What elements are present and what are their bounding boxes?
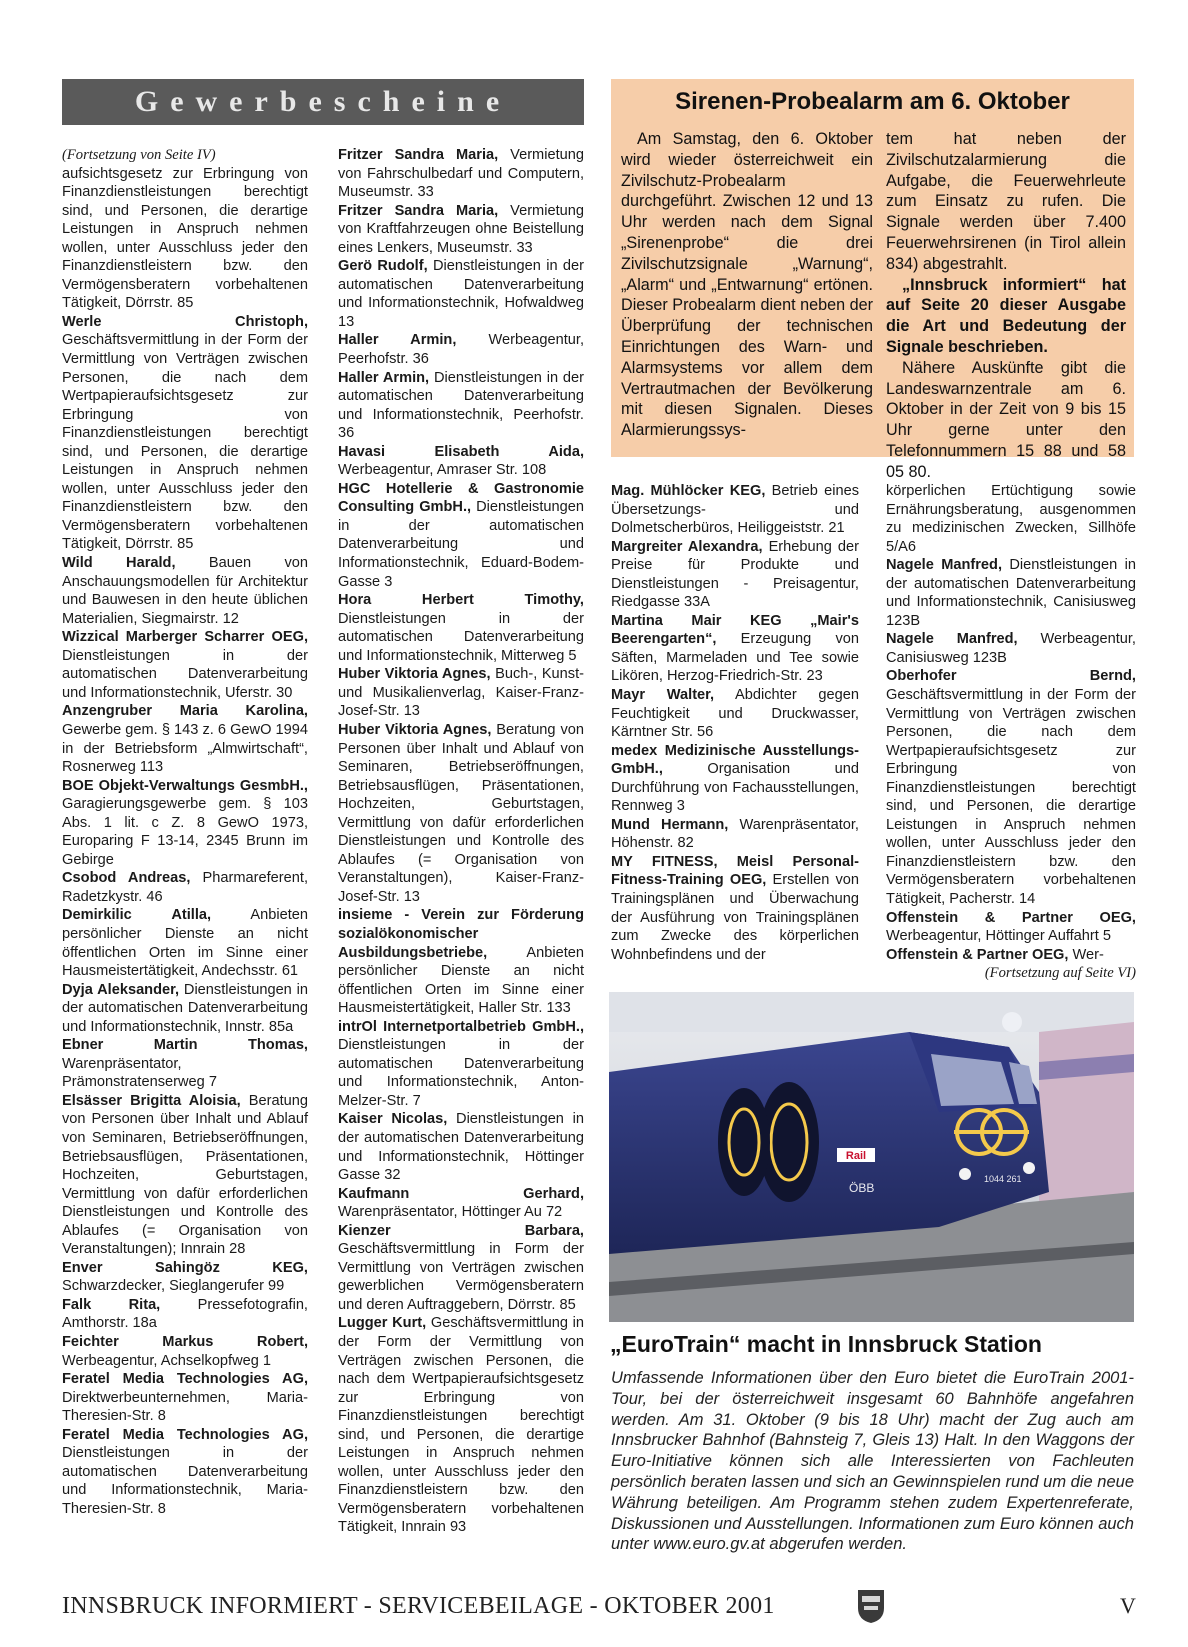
- listing-entry-name: Margreiter Alexandra,: [611, 538, 763, 555]
- listing-entry-text: Dienstleistungen in der automatischen Datenverarbeitung und Informationstechnik, Canisiusweg 123B: [886, 557, 1136, 629]
- listing-entry-text: Abdichter gegen Feuchtigkeit und Druckwasser, Kärntner Str. 56: [611, 687, 859, 741]
- sirenen-column-1: [621, 129, 873, 441]
- listing-entry-name: Huber Viktoria Agnes,: [338, 721, 492, 738]
- listing-entry: [338, 1018, 584, 1111]
- listing-column-3: [611, 482, 859, 964]
- listing-entry-name: Kaiser Nicolas,: [338, 1111, 448, 1128]
- listing-entry: [338, 443, 584, 480]
- listing-entry: [62, 906, 308, 980]
- listing-entry-text: Werbeagentur, Achselkopfweg 1: [62, 1352, 272, 1369]
- listing-entry: [338, 331, 584, 368]
- listing-entry-name: Falk Rita,: [62, 1296, 161, 1313]
- sirenen-paragraph-bold: „Innsbruck informiert“ hat auf Seite 20 dieser Ausgabe die Art und Bedeutung der Signale beschrieben.: [886, 275, 1126, 356]
- listing-entry: [62, 1092, 308, 1259]
- listing-entry: [886, 946, 1136, 965]
- listing-entry: [338, 1222, 584, 1315]
- listing-entry: [338, 721, 584, 906]
- listing-entry: [62, 1333, 308, 1370]
- headlight-icon: [1002, 1012, 1022, 1032]
- listing-entry: [611, 742, 859, 816]
- listing-entry: [338, 369, 584, 443]
- listing-entry-text: Pressefotografin, Amthorstr. 18a: [62, 1296, 308, 1332]
- page-number: V: [1120, 1593, 1136, 1618]
- listing-entry-name: Mayr Walter,: [611, 687, 715, 704]
- listing-entry-name: Haller Armin,: [338, 369, 430, 386]
- listing-entry-name: Feratel Media Technologies AG,: [62, 1426, 308, 1443]
- listing-entry: [338, 480, 584, 591]
- listing-entry: [886, 630, 1136, 667]
- listing-entry: [62, 1259, 308, 1296]
- listing-entry: [886, 556, 1136, 630]
- listing-entry-text: Werbeagentur, Amraser Str. 108: [338, 462, 547, 479]
- listing-entry-text: Anbieten persönlicher Dienste an nicht öffentlichen Orten im Sinne einer Hausmeistertätigkeit, Andechsstr. 61: [62, 907, 308, 980]
- listing-entry-text: Geschäftsvermittlung in der Form der Vermittlung von Verträgen zwischen Personen, die nach dem Wertpapieraufsichtsgesetz zur Erbringung von Finanzdienstleistungen berechtigt sind, und Personen, die derartige Leistungen in Anspruch nehmen wollen, unter Ausschluss jeder den Finanzdienstleistern bzw. den Vermögensberatern vorbehaltenen Tätigkeit, Dörrstr. 85: [62, 332, 308, 553]
- listing-entry: [62, 777, 308, 870]
- sirenen-box: [611, 79, 1134, 481]
- listing-entry-text: Wer-: [1068, 946, 1104, 963]
- listing-entry-name: Ebner Martin Thomas,: [62, 1037, 308, 1054]
- continuation-note: (Fortsetzung auf Seite VI): [984, 965, 1136, 982]
- listing-entry-text: Geschäftsvermittlung in der Form der Vermittlung von Verträgen zwischen Personen, die nach dem Wertpapieraufsichtsgesetz zur Erbringung von Finanzdienstleistungen berechtigt sind, und Personen, die derartige Leistungen in Anspruch nehmen wollen, unter Ausschluss jeder den Finanzdienstleistern bzw. den Vermögensberatern vorbehaltenen Tätigkeit, Innrain 93: [338, 1315, 584, 1536]
- coach-right: [1039, 1022, 1134, 1202]
- listing-entry-text: Betrieb eines Übersetzungs- und Dolmetscherbüros, Heiliggeiststr. 21: [611, 483, 859, 537]
- listing-entry-name: Demirkilic Atilla,: [62, 907, 212, 924]
- listing-entry: [338, 257, 584, 331]
- innsbruck-crest-icon: [856, 1588, 886, 1624]
- listing-entry-text: Warenpräsentator, Höhenstr. 82: [611, 816, 859, 852]
- listing-entry: [62, 1370, 308, 1426]
- listing-entry-text: Dienstleistungen in der automatischen Datenverarbeitung und Informationstechnik, Höttinger Gasse 32: [338, 1111, 584, 1184]
- listing-entry-name: Mag. Mühlöcker KEG,: [611, 483, 766, 499]
- listing-entry-name: Nagele Manfred,: [886, 557, 1003, 574]
- listing-entry-text: Dienstleistungen in der automatischen Datenverarbeitung und Informationstechnik, Innstr. 85a: [62, 981, 308, 1035]
- listing-entry-text: Beratung von Personen über Inhalt und Ablauf von Seminaren, Betriebseröffnungen, Betriebsausflügen, Präsentationen, Hochzeiten, Geburtstagen, Vermittlung von dafür erforderlichen Dienstleistungen und Kontrolle des Ablaufes (= Organisation von Veranstaltungen), Kaiser-Franz-Josef-Str. 13: [338, 721, 584, 905]
- listing-entry-text: Direktwerbeunternehmen, Maria-Theresien-Str. 8: [62, 1389, 308, 1425]
- listing-entry-name: MY FITNESS, Meisl Personal-Fitness-Training OEG,: [611, 853, 859, 889]
- listing-entry-text: Dienstleistungen in der automatischen Datenverarbeitung und Informationstechnik, Hofwaldweg 13: [338, 258, 585, 330]
- listing-entry-name: Mund Hermann,: [611, 816, 729, 833]
- listing-entry-text: Organisation und Durchführung von Fachausstellungen, Rennweg 3: [611, 761, 859, 815]
- listing-entry: [62, 981, 308, 1037]
- listing-entry-name: Feichter Markus Robert,: [62, 1334, 308, 1350]
- listing-entry-name: Dyja Aleksander,: [62, 981, 180, 998]
- listing-entry-text: Vermietung von Fahrschulbedarf und Computern, Museumstr. 33: [338, 147, 584, 201]
- listing-entry-text: Anbieten persönlicher Dienste an nicht öffentlichen Orten im Sinne einer Hausmeistertätigkeit, Haller Str. 133: [338, 944, 584, 1017]
- listing-column-2: [338, 146, 584, 1537]
- sirenen-title: Sirenen-Probealarm am 6. Oktober: [675, 88, 1070, 115]
- listing-entry-name: Csobod Andreas,: [62, 870, 191, 887]
- listing-entry: [338, 202, 584, 258]
- listing-entry-name: Wild Harald,: [62, 555, 176, 572]
- listing-column-4: [886, 482, 1136, 983]
- listing-entry: [611, 853, 859, 964]
- listing-entry-text: Dienstleistungen in der automatischen Datenverarbeitung und Informationstechnik, Uferstr. 30: [62, 647, 308, 701]
- listing-entry-name: Havasi Elisabeth Aida,: [338, 443, 584, 460]
- listing-entry: [62, 1426, 308, 1519]
- sirenen-paragraph: tem hat neben der Zivilschutzalarmierung die Aufgabe, die Feuerwehrleute zum Einsatz zu rufen. Die Signale werden über 7.400 Feuerwehrsirenen (in Tirol allein 834) abgestrahlt.: [886, 130, 1126, 273]
- listing-entry-name: Feratel Media Technologies AG,: [62, 1371, 308, 1388]
- listing-entry-name: HGC Hotellerie & Gastronomie Consulting GmbH.,: [338, 480, 584, 516]
- eurotrain-photo: [609, 992, 1134, 1322]
- listing-entry: [611, 538, 859, 612]
- listing-entry: [62, 1296, 308, 1333]
- listing-entry: [62, 702, 308, 776]
- listing-entry-text: Pharmareferent, Radetzkystr. 46: [62, 870, 308, 905]
- listing-entry-name: Enver Sahingöz KEG,: [62, 1259, 308, 1276]
- listing-entry: [886, 909, 1136, 946]
- listing-entry-name: Lugger Kurt,: [338, 1315, 427, 1332]
- listing-entry-text: Dienstleistungen in der automatischen Datenverarbeitung und Informationstechnik, Maria-Theresien-Str. 8: [62, 1445, 308, 1517]
- listing-entry-name: medex Medizinische Ausstellungs-GmbH.,: [611, 742, 859, 778]
- sirenen-paragraph: Am Samstag, den 6. Oktober wird wieder österreichweit ein Zivilschutz-Probealarm durchgeführt. Zwischen 12 und 13 Uhr werden nach dem Signal „Sirenenprobe“ die drei Zivilschutzsignale „Warnung“, „Alarm“ und „Entwarnung“ ertönen. Dieser Probealarm dient neben der Überprüfung der technischen Einrichtungen des Warn- und Alarmsystems vor allem dem Vertrautmachen der Bevölkerung mit diesen Signalen. Dieses Alarmierungssys-: [621, 130, 873, 440]
- listing-entry-text: körperlichen Ertüchtigung sowie Ernährungsberatung, ausgenommen zu medizinischen Zwecken, Sillhöfe 5/A6: [886, 483, 1136, 555]
- listing-entry: [338, 1185, 584, 1222]
- obb-label: ÖBB: [849, 1181, 875, 1195]
- listing-entry-text: Dienstleistungen in der automatischen Datenverarbeitung und Informationstechnik, Anton-Melzer-Str. 7: [338, 1037, 584, 1109]
- rail-label: Rail: [845, 1150, 867, 1162]
- listing-entry-text: Erstellen von Trainingsplänen und Überwachung der Ausführung von Trainingsplänen zum Zwecke des körperlichen Wohnbefindens und der: [611, 872, 860, 963]
- listing-entry-text: (Fortsetzung von Seite IV): [62, 147, 216, 163]
- listing-entry-text: Werbeagentur, Peerhofstr. 36: [338, 332, 584, 368]
- listing-entry-text: Erzeugung von Säften, Marmeladen und Tee sowie Likören, Herzog-Friedrich-Str. 23: [611, 631, 859, 685]
- listing-entry: [338, 591, 584, 665]
- sirenen-paragraph: Nähere Auskünfte gibt die Landeswarnzentrale am 6. Oktober in der Zeit von 9 bis 15 Uhr gerne unter den Telefonnummern 15 88 und 58 05 80.: [886, 358, 1126, 481]
- listing-entry-text: Buch-, Kunst- und Musikalienverlag, Kaiser-Franz-Josef-Str. 13: [338, 666, 584, 720]
- listing-entry-name: Elsässer Brigitta Aloisia,: [62, 1092, 241, 1109]
- listing-entry: [62, 146, 308, 165]
- listing-entry-name: Wizzical Marberger Scharrer OEG,: [62, 629, 308, 646]
- listing-entry-text: Geschäftsvermittlung in Form der Vermittlung von Verträgen zwischen gewerblichen Vermögensberatern und deren Auftraggebern, Dörrstr. 85: [338, 1241, 584, 1313]
- listing-entry-text: Erhebung der Preise für Produkte und Dienstleistungen - Preisagentur, Riedgasse 33A: [611, 538, 859, 611]
- listing-entry-name: Kaufmann Gerhard,: [338, 1185, 584, 1202]
- eurotrain-text: Umfassende Informationen über den Euro bietet die EuroTrain 2001-Tour, bei der österreichweit insgesamt 60 Bahnhöfe angefahren werden. Am 31. Oktober (9 bis 18 Uhr) macht der Zug auch am Innsbrucker Bahnhof (Bahnsteig 7, Gleis 13) Halt. In den Waggons der Euro-Initiative können sich alle Interessierten von Fachleuten persönlich beraten lassen und sich an Gewinnspielen rund um die neue Währung beteiligen. Am Programm stehen zudem Expertenreferate, Diskussionen und Ausstellungen. Informationen zum Euro können auch unter www.euro.gv.at abgerufen werden.: [611, 1369, 1134, 1554]
- listing-entry-name: Fritzer Sandra Maria,: [338, 202, 499, 219]
- listing-entry-name: Nagele Manfred,: [886, 631, 1018, 648]
- listing-entry: [886, 482, 1136, 556]
- listing-entry-text: Bauen von Anschauungsmodellen für Architektur und Bauwesen in den heute üblichen Materialien, Siegmairstr. 12: [62, 555, 309, 627]
- eurotrain-title: „EuroTrain“ macht in Innsbruck Station: [610, 1331, 1042, 1357]
- listing-entry-name: Haller Armin,: [338, 332, 457, 349]
- listing-entry: [338, 1110, 584, 1184]
- listing-entry-text: Geschäftsvermittlung in der Form der Vermittlung von Verträgen zwischen Personen, die nach dem Wertpapieraufsichtsgesetz zur Erbringung von Finanzdienstleistungen berechtigt sind, und Personen, die derartige Leistungen in Anspruch nehmen wollen, unter Ausschluss jeder den Finanzdienstleistern bzw. den Vermögensberatern vorbehaltenen Tätigkeit, Pacherstr. 14: [886, 687, 1136, 908]
- listing-entry: [611, 612, 859, 686]
- listing-entry-text: Dienstleistungen in der automatischen Datenverarbeitung und Informationstechnik, Peerhofstr. 36: [338, 369, 584, 442]
- listing-entry: [338, 665, 584, 721]
- listing-entry: [611, 816, 859, 853]
- listing-entry: [886, 667, 1136, 908]
- locomotive-number: 1044 261: [984, 1174, 1022, 1184]
- listing-entry-name: Kienzer Barbara,: [338, 1222, 584, 1239]
- listing-entry-text: Werbeagentur, Höttinger Auffahrt 5: [886, 928, 1111, 945]
- listing-entry-text: Schwarzdecker, Sieglangerufer 99: [62, 1278, 285, 1295]
- listing-entry: [62, 554, 308, 628]
- listing-entry: [338, 146, 584, 202]
- listing-entry-text: Garagierungsgewerbe gem. § 103 Abs. 1 lit. c Z. 8 GewO 1973, Europaring F 13-14, 2345 Brunn im Gebirge: [62, 796, 308, 868]
- listing-entry: [62, 313, 308, 554]
- listing-entry-name: Fritzer Sandra Maria,: [338, 147, 499, 163]
- listing-entry: [62, 869, 308, 906]
- listing-entry-name: insieme - Verein zur Förderung sozialökonomischer Ausbildungsbetriebe,: [338, 907, 584, 961]
- locomotive-illustration: [609, 992, 1134, 1322]
- listing-entry-name: Offenstein & Partner OEG,: [886, 946, 1069, 963]
- listing-entry-text: Beratung von Personen über Inhalt und Ablauf von Seminaren, Betriebseröffnungen, Betriebsausflügen, Präsentationen, Hochzeiten, Geburtstagen, Vermittlung von dafür erforderlichen Dienstleistungen und Kontrolle des Ablaufes (= Organisation von Veranstaltungen); Innrain 28: [62, 1092, 308, 1258]
- listing-entry-name: intrOl Internetportalbetrieb GmbH.,: [338, 1018, 584, 1035]
- listing-entry-text: aufsichtsgesetz zur Erbringung von Finanzdienstleistungen berechtigt sind, und Personen, die derartige Leistungen in Anspruch nehmen wollen, unter Ausschluss jeder den Finanzdienstleistern bzw. den Vermögensberatern vorbehaltenen Tätigkeit, Dörrstr. 85: [62, 165, 308, 312]
- listing-entry-text: Werbeagentur, Canisiusweg 123B: [886, 631, 1136, 666]
- sirenen-column-2: [886, 129, 1126, 483]
- listing-entry: [611, 482, 859, 538]
- listing-entry-text: Vermietung von Kraftfahrzeugen ohne Beistellung eines Lenkers, Museumstr. 33: [338, 202, 584, 256]
- listing-entry: [62, 165, 308, 313]
- listing-entry-name: Werle Christoph,: [62, 313, 308, 330]
- listing-entry: [611, 686, 859, 742]
- listing-entry-name: Anzengruber Maria Karolina,: [62, 703, 308, 720]
- listing-entry-name: Martina Mair KEG „Mair's Beerengarten“,: [611, 612, 859, 648]
- listing-entry: [338, 1314, 584, 1537]
- listing-column-1: [62, 146, 308, 1518]
- listing-entry-text: Dienstleistungen in der automatischen Datenverarbeitung und Informationstechnik, Mitterweg 5: [338, 610, 584, 664]
- listing-entry: [338, 906, 584, 1017]
- listing-entry-name: Huber Viktoria Agnes,: [338, 666, 491, 683]
- listing-entry-name: Hora Herbert Timothy,: [338, 592, 584, 609]
- listing-entry-name: Gerö Rudolf,: [338, 258, 428, 275]
- gewerbescheine-header: Gewerbescheine: [62, 79, 584, 125]
- listing-entry-text: Gewerbe gem. § 143 z. 6 GewO 1994 in der Betriebsform „Almwirtschaft“, Rosnerweg 113: [62, 721, 308, 776]
- listing-entry-name: Offenstein & Partner OEG,: [886, 909, 1136, 926]
- listing-entry-text: Dienstleistungen in der automatischen Datenverarbeitung und Informationstechnik, Eduard-Bodem-Gasse 3: [338, 499, 584, 590]
- listing-entry: [62, 628, 308, 702]
- footer-title: INNSBRUCK INFORMIERT - SERVICEBEILAGE - OKTOBER 2001: [62, 1593, 775, 1619]
- listing-entry-text: Warenpräsentator, Höttinger Au 72: [338, 1204, 563, 1221]
- listing-entry-name: Oberhofer Bernd,: [886, 668, 1136, 685]
- listing-entry-name: BOE Objekt-Verwaltungs GesmbH.,: [62, 777, 308, 794]
- wheel: [718, 1082, 819, 1202]
- listing-entry-text: Warenpräsentator, Prämonstratenserweg 7: [62, 1055, 217, 1091]
- listing-entry: [62, 1036, 308, 1092]
